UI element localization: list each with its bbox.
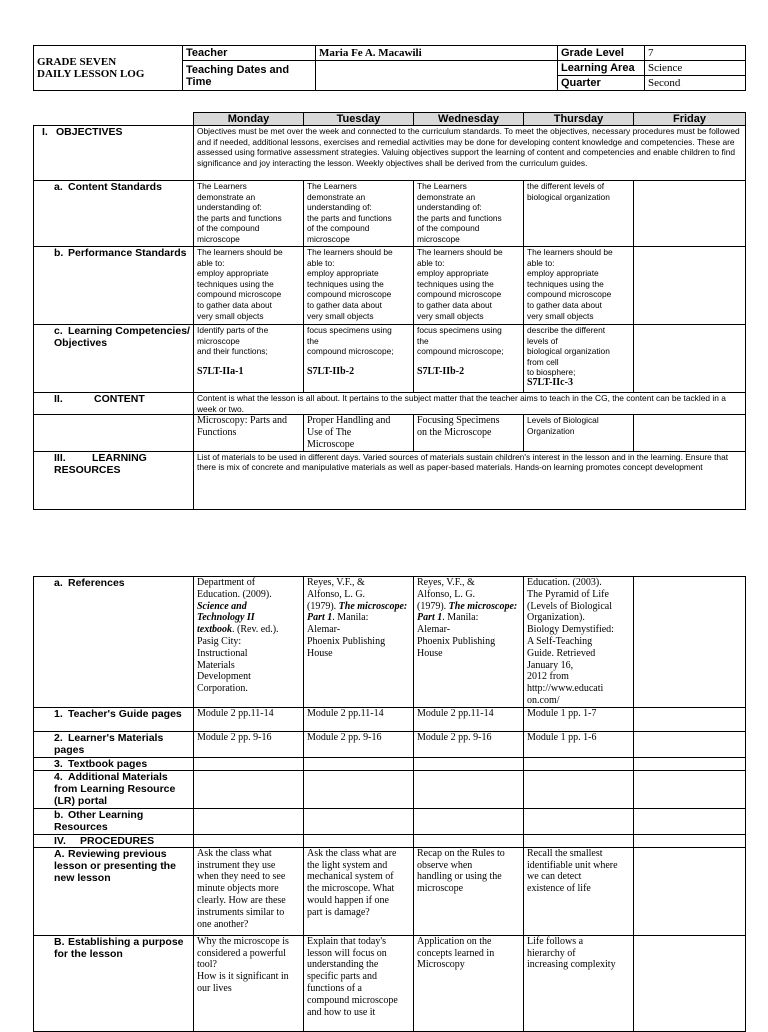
content-blank-label: [34, 415, 194, 451]
teachers-guide-thu: Module 1 pp. 1-7: [524, 707, 634, 731]
teachers-guide-label: 1. Teacher's Guide pages: [34, 707, 194, 731]
learning-area-label: Learning Area: [558, 61, 645, 76]
competency-text: Identify parts of the microscope and their functions;: [197, 325, 269, 357]
content-standards-fri: [634, 181, 746, 247]
empty-cell: [634, 770, 746, 808]
empty-cell: [304, 834, 414, 847]
teacher-value: Maria Fe A. Macawili: [316, 46, 558, 61]
quarter-label: Quarter: [558, 76, 645, 91]
dates-label: Teaching Dates and Time: [183, 61, 316, 91]
establishing-label: B. Establishing a purpose for the lesson: [34, 935, 194, 1031]
references-tue: Reyes, V.F., & Alfonso, L. G. (1979). The microscope: Part 1. Manila: Alemar- Phoenix Publishing House: [304, 577, 414, 708]
empty-cell: [414, 757, 524, 770]
objectives-text: Objectives must be met over the week and connected to the curriculum standards. To meet the objectives, necessary procedures must be followed and if needed, additional lessons, exercises and remedial activities may be done for developing content knowledge and competencies. These are assessed using formative assessment strategies. Valuing objectives support the learning of content and competencies and enable children to find significance and joy interacting the lesson. Weekly objectives shall be derived from the curriculum guides.: [194, 126, 746, 181]
competencies-tue: [304, 325, 414, 393]
empty-cell: [634, 757, 746, 770]
content-label: II. CONTENT: [34, 393, 194, 415]
competencies-fri: [634, 325, 746, 393]
day-tuesday: Tuesday: [304, 113, 414, 126]
grade-level-label: Grade Level: [558, 46, 645, 61]
reviewing-mon: Ask the class what instrument they use when they need to see minute objects more clearly. How are these instruments similar to one another?: [194, 847, 304, 935]
establishing-fri: [634, 935, 746, 1031]
teachers-guide-wed: Module 2 pp.11-14: [414, 707, 524, 731]
empty-cell: [194, 808, 304, 834]
learning-area-value: Science: [645, 61, 746, 76]
content-thu: Levels of Biological Organization: [524, 415, 634, 451]
resources-text: List of materials to be used in different days. Varied sources of materials sustain children's interest in the lesson and in the learning. Ensure that there is mix of concrete and manipulative materials as well as paper-based materials. Hands-on learning promotes concept development: [194, 451, 746, 509]
learners-materials-thu: Module 1 pp. 1-6: [524, 731, 634, 757]
reviewing-fri: [634, 847, 746, 935]
day-thursday: Thursday: [524, 113, 634, 126]
competencies-label: c. Learning Competencies/ Objectives: [34, 325, 194, 393]
references-label: a. References: [34, 577, 194, 708]
content-standards-tue: The Learners demonstrate an understanding of: the parts and functions of the compound microscope: [304, 181, 414, 247]
competency-code: S7LT-IIa-1: [197, 365, 244, 377]
school-title: [34, 46, 183, 91]
competencies-mon: [194, 325, 304, 393]
establishing-tue: Explain that today's lesson will focus on understanding the specific parts and functions of a compound microscope and how to use it: [304, 935, 414, 1031]
objectives-label: I. OBJECTIVES: [34, 126, 194, 181]
quarter-value: Second: [645, 76, 746, 91]
empty-cell: [414, 808, 524, 834]
performance-standards-label: b. Performance Standards: [34, 247, 194, 325]
empty-cell: [414, 770, 524, 808]
header-table: [33, 45, 746, 91]
empty-cell: [524, 770, 634, 808]
competency-code: S7LT-IIb-2: [307, 365, 355, 377]
reviewing-label: A. Reviewing previous lesson or presenting the new lesson: [34, 847, 194, 935]
content-mon: Microscopy: Parts and Functions: [194, 415, 304, 451]
procedures-label: IV. PROCEDURES: [34, 834, 194, 847]
teacher-label: Teacher: [183, 46, 316, 61]
dates-value: [316, 61, 558, 91]
learners-materials-mon: Module 2 pp. 9-16: [194, 731, 304, 757]
competency-text: focus specimens using the compound microscope;: [417, 325, 504, 357]
day-wednesday: Wednesday: [414, 113, 524, 126]
other-resources-label: b. Other Learning Resources: [34, 808, 194, 834]
additional-materials-label: 4. Additional Materials from Learning Resource (LR) portal: [34, 770, 194, 808]
empty-cell: [634, 834, 746, 847]
references-fri: [634, 577, 746, 708]
empty-cell: [304, 757, 414, 770]
day-monday: Monday: [194, 113, 304, 126]
lesson-table-part1: [33, 112, 746, 510]
empty-cell: [194, 834, 304, 847]
resources-label: III. LEARNING RESOURCES: [34, 451, 194, 509]
content-tue: Proper Handling and Use of The Microscope: [304, 415, 414, 451]
corner-cell: [34, 113, 194, 126]
performance-standards-fri: [634, 247, 746, 325]
establishing-thu: Life follows a hierarchy of increasing complexity: [524, 935, 634, 1031]
empty-cell: [414, 834, 524, 847]
reviewing-thu: Recall the smallest identifiable unit where we can detect existence of life: [524, 847, 634, 935]
content-wed: Focusing Specimens on the Microscope: [414, 415, 524, 451]
references-wed: Reyes, V.F., & Alfonso, L. G. (1979). The microscope: Part 1. Manila: Alemar- Phoenix Publishing House: [414, 577, 524, 708]
content-standards-mon: The Learners demonstrate an understanding of: the parts and functions of the compound microscope: [194, 181, 304, 247]
school-line1: GRADE SEVEN: [37, 56, 117, 68]
competency-text: focus specimens using the compound microscope;: [307, 325, 394, 357]
references-thu: Education. (2003). The Pyramid of Life (Levels of Biological Organization). Biology Demystified: A Self-Teaching Guide. Retrieved January 16, 2012 from http://www.educati on.com/: [524, 577, 634, 708]
empty-cell: [524, 808, 634, 834]
competency-code: S7LT-IIc-3: [527, 376, 573, 388]
competency-text: describe the different levels of biological organization from cell to biosphere;: [527, 325, 610, 378]
performance-standards-wed: The learners should be able to: employ appropriate techniques using the compound microscope to gather data about very small objects: [414, 247, 524, 325]
reviewing-wed: Recap on the Rules to observe when handling or using the microscope: [414, 847, 524, 935]
learners-materials-fri: [634, 731, 746, 757]
learners-materials-label: 2. Learner's Materials pages: [34, 731, 194, 757]
teachers-guide-mon: Module 2 pp.11-14: [194, 707, 304, 731]
competencies-wed: [414, 325, 524, 393]
content-standards-wed: The Learners demonstrate an understanding of: the parts and functions of the compound microscope: [414, 181, 524, 247]
competency-code: S7LT-IIb-2: [417, 365, 465, 377]
textbook-label: 3. Textbook pages: [34, 757, 194, 770]
day-friday: Friday: [634, 113, 746, 126]
lesson-table-part2: [33, 576, 746, 1032]
competencies-thu: [524, 325, 634, 393]
performance-standards-tue: The learners should be able to: employ appropriate techniques using the compound microscope to gather data about very small objects: [304, 247, 414, 325]
content-text: Content is what the lesson is all about. It pertains to the subject matter that the teacher aims to teach in the CG, the content can be tackled in a week or two.: [194, 393, 746, 415]
grade-level-value: 7: [645, 46, 746, 61]
empty-cell: [634, 808, 746, 834]
empty-cell: [304, 808, 414, 834]
empty-cell: [304, 770, 414, 808]
learners-materials-tue: Module 2 pp. 9-16: [304, 731, 414, 757]
content-fri: [634, 415, 746, 451]
teachers-guide-fri: [634, 707, 746, 731]
empty-cell: [194, 770, 304, 808]
empty-cell: [194, 757, 304, 770]
empty-cell: [524, 834, 634, 847]
performance-standards-thu: The learners should be able to: employ appropriate techniques using the compound microscope to gather data about very small objects: [524, 247, 634, 325]
establishing-mon: Why the microscope is considered a powerful tool? How is it significant in our lives: [194, 935, 304, 1031]
content-standards-thu: the different levels of biological organization: [524, 181, 634, 247]
empty-cell: [524, 757, 634, 770]
references-mon: Department of Education. (2009). Science and Technology II textbook. (Rev. ed.). Pasig City: Instructional Materials Development Corporation.: [194, 577, 304, 708]
establishing-wed: Application on the concepts learned in Microscopy: [414, 935, 524, 1031]
teachers-guide-tue: Module 2 pp.11-14: [304, 707, 414, 731]
performance-standards-mon: The learners should be able to: employ appropriate techniques using the compound microscope to gather data about very small objects: [194, 247, 304, 325]
learners-materials-wed: Module 2 pp. 9-16: [414, 731, 524, 757]
reviewing-tue: Ask the class what are the light system and mechanical system of the microscope. What would happen if one part is damage?: [304, 847, 414, 935]
content-standards-label: a. Content Standards: [34, 181, 194, 247]
school-line2: DAILY LESSON LOG: [37, 68, 145, 80]
